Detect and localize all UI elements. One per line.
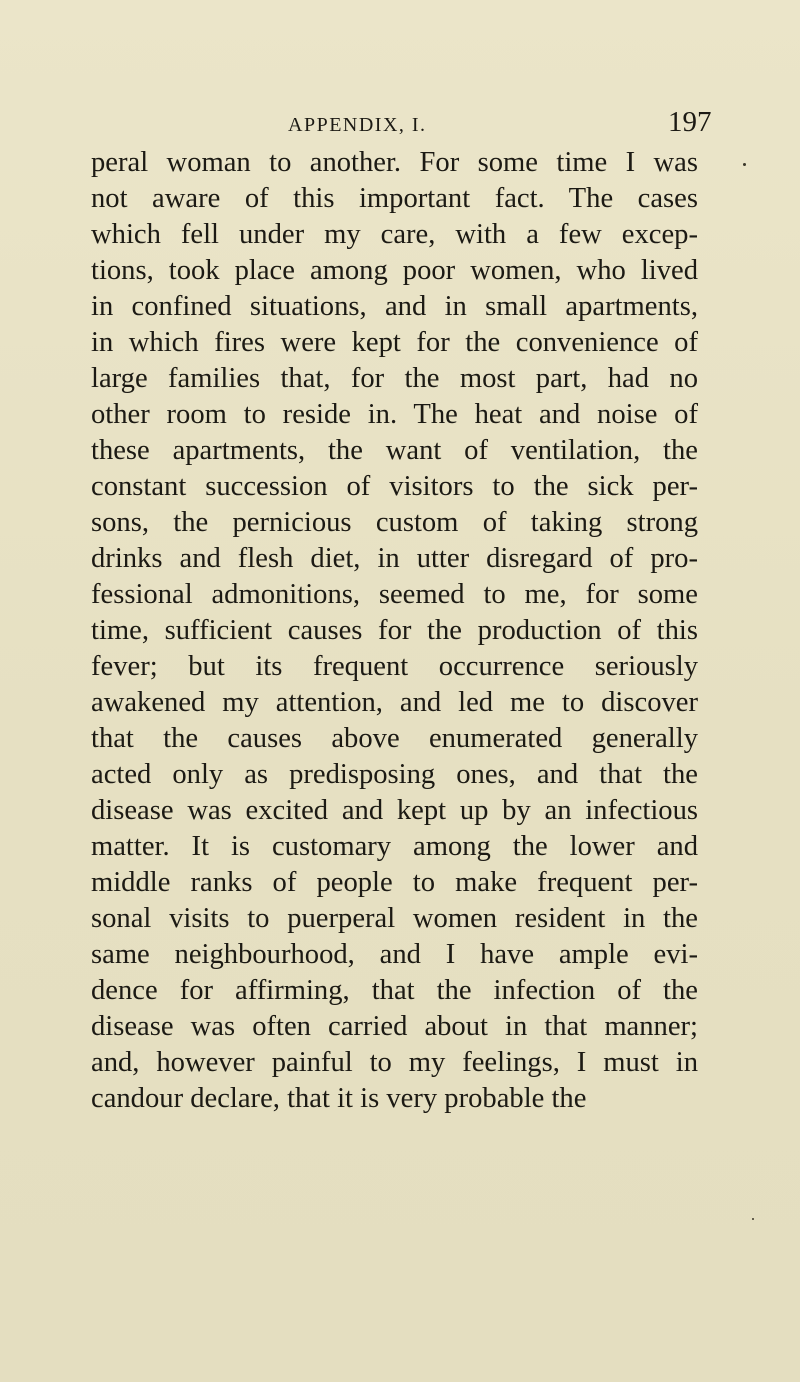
- running-head-title: APPENDIX, I.: [288, 114, 427, 136]
- ink-speck: [752, 1218, 754, 1220]
- text-line: in confined situations, and in small apartments,: [91, 291, 698, 322]
- text-line: time, sufficient causes for the production of this: [91, 615, 698, 646]
- text-line: other room to reside in. The heat and noise of: [91, 399, 698, 430]
- text-line: large families that, for the most part, had no: [91, 363, 698, 394]
- text-line: disease was excited and kept up by an infectious: [91, 795, 698, 826]
- text-line: acted only as predisposing ones, and that the: [91, 759, 698, 790]
- text-line: in which fires were kept for the convenience of: [91, 327, 698, 358]
- text-line: not aware of this important fact. The cases: [91, 183, 698, 214]
- text-line: sons, the pernicious custom of taking strong: [91, 507, 698, 538]
- text-line: fever; but its frequent occurrence seriously: [91, 651, 698, 682]
- text-line: these apartments, the want of ventilation, the: [91, 435, 698, 466]
- text-line: same neighbourhood, and I have ample evi-: [91, 939, 698, 970]
- text-line: which fell under my care, with a few excep-: [91, 219, 698, 250]
- text-line: awakened my attention, and led me to discover: [91, 687, 698, 718]
- text-line: tions, took place among poor women, who lived: [91, 255, 698, 286]
- text-line: sonal visits to puerperal women resident in the: [91, 903, 698, 934]
- ink-speck: [743, 163, 746, 166]
- page-number: 197: [668, 106, 712, 138]
- text-line: middle ranks of people to make frequent per-: [91, 867, 698, 898]
- text-line: matter. It is customary among the lower and: [91, 831, 698, 862]
- text-line: dence for affirming, that the infection of the: [91, 975, 698, 1006]
- text-line: drinks and flesh diet, in utter disregard of pro-: [91, 543, 698, 574]
- text-line: and, however painful to my feelings, I must in: [91, 1047, 698, 1078]
- text-line: disease was often carried about in that manner;: [91, 1011, 698, 1042]
- text-line: fessional admonitions, seemed to me, for some: [91, 579, 698, 610]
- text-line: candour declare, that it is very probable the: [91, 1083, 587, 1114]
- text-line: constant succession of visitors to the sick per-: [91, 471, 698, 502]
- text-line: that the causes above enumerated generally: [91, 723, 698, 754]
- text-line: peral woman to another. For some time I was: [91, 147, 698, 178]
- running-head: [0, 100, 800, 140]
